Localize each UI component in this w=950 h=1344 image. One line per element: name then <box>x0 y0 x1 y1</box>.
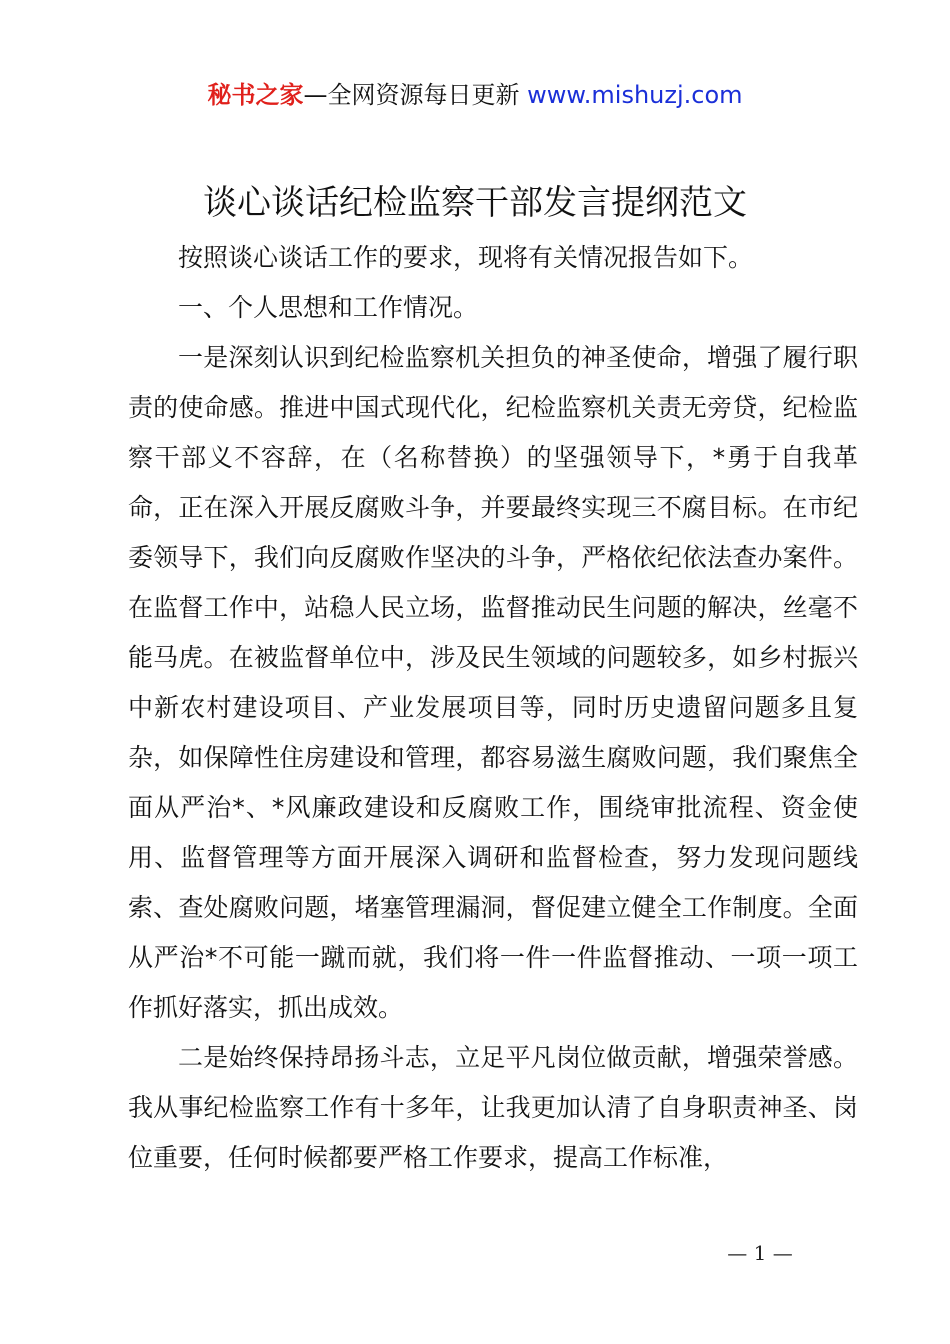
section-heading: 一、个人思想和工作情况。 <box>178 293 479 322</box>
site-tagline: —全网资源每日更新 <box>303 81 528 109</box>
page-number: — 1 — <box>727 1241 793 1265</box>
document-title: 谈心谈话纪检监察干部发言提纲范文 <box>203 183 747 223</box>
paragraph-point-one: 一是深刻认识到纪检监察机关担负的神圣使命，增强了履行职责的使命感。推进中国式现代化，纪检监察机关责无旁贷，纪检监察干部义不容辞，在（名称替换）的坚强领导下，*勇于自我革命，正在深入开展反腐败斗争，并要最终实现三不腐目标。在市纪委领导下，我们向反腐败作坚决的斗争，严格依纪依法查办案件。在监督工作中，站稳人民立场，监督推动民生问题的解决，丝毫不能马虎。在被监督单位中，涉及民生领域的问题较多，如乡村振兴中新农村建设项目、产业发展项目等，同时历史遗留问题多且复杂，如保障性住房建设和管理，都容易滋生腐败问题，我们聚焦全面从严治*、*风廉政建设和反腐败工作，围绕审批流程、资金使用、监督管理等方面开展深入调研和监督检查，努力发现问题线索、查处腐败问题，堵塞管理漏洞，督促建立健全工作制度。全面从严治*不可能一蹴而就，我们将一件一件监督推动、一项一项工作抓好落实，抓出成效。 <box>128 343 858 1022</box>
document-body <box>128 233 858 1183</box>
site-header <box>0 78 950 112</box>
site-brand: 秘书之家 <box>207 81 304 109</box>
site-url-link[interactable]: www.mishuzj.com <box>527 81 743 109</box>
paragraph-point-two: 二是始终保持昂扬斗志，立足平凡岗位做贡献，增强荣誉感。我从事纪检监察工作有十多年，让我更加认清了自身职责神圣、岗位重要，任何时候都要严格工作要求，提高工作标准， <box>128 1043 858 1172</box>
paragraph-intro: 按照谈心谈话工作的要求，现将有关情况报告如下。 <box>178 243 754 272</box>
